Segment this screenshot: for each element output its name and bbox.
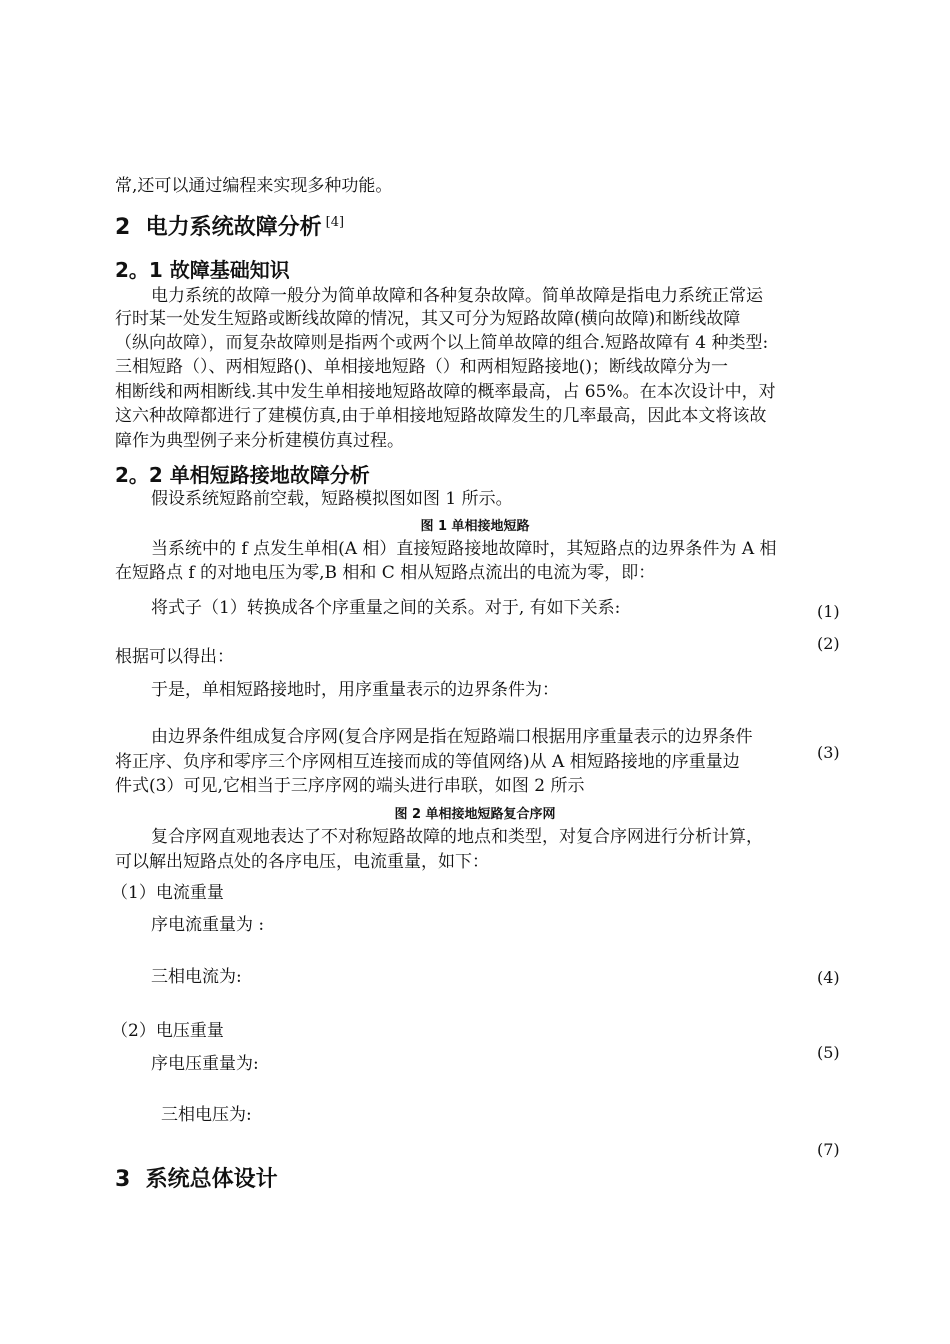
- subsection-heading-2-1: 2。1 故障基础知识: [115, 258, 290, 282]
- paragraph-line: （纵向故障），而复杂故障则是指两个或两个以上简单故障的组合.短路故障有 4 种类型:: [115, 333, 769, 353]
- paragraph-line: 假设系统短路前空载，短路模拟图如图 1 所示。: [151, 489, 513, 509]
- equation-number-4: (4): [817, 968, 840, 987]
- section-number: 2: [115, 215, 131, 240]
- paragraph-line: 由边界条件组成复合序网(复合序网是指在短路端口根据用序重量表示的边界条件: [151, 727, 753, 747]
- paragraph-line: 这六种故障都进行了建模仿真,由于单相接地短路故障发生的几率最高，因此本文将该故: [115, 406, 767, 426]
- paragraph-line: 可以解出短路点处的各序电压，电流重量，如下：: [115, 852, 489, 872]
- paragraph-line: 三相电压为:: [161, 1105, 252, 1125]
- equation-number-2: (2): [817, 634, 840, 653]
- paragraph-line: 三相短路（）、两相短路()、单相接地短路（）和两相短路接地()；断线故障分为一: [115, 357, 729, 377]
- section-number: 3: [115, 1167, 131, 1192]
- paragraph-line: 在短路点 f 的对地电压为零,B 相和 C 相从短路点流出的电流为零，即：: [115, 563, 656, 583]
- paragraph-line: 将式子（1）转换成各个序重量之间的关系。对于, 有如下关系:: [151, 598, 621, 618]
- paragraph-line: 相断线和两相断线.其中发生单相接地短路故障的概率最高，占 65%。在本次设计中，对: [115, 382, 776, 402]
- paragraph-line: 三相电流为:: [151, 967, 242, 987]
- equation-number-7: (7): [817, 1140, 840, 1159]
- paragraph-line: 常,还可以通过编程来实现多种功能。: [115, 176, 393, 196]
- paragraph-line: 将正序、负序和零序三个序网相互连接而成的等值网络)从 A 相短路接地的序重量边: [115, 752, 740, 772]
- equation-number-1: (1): [817, 602, 840, 621]
- equation-number-5: (5): [817, 1043, 840, 1062]
- subsection-heading-2-2: 2。2 单相短路接地故障分析: [115, 463, 370, 487]
- equation-number-3: (3): [817, 743, 840, 762]
- section-heading-2: [115, 210, 344, 241]
- section-title: 系统总体设计: [145, 1167, 278, 1192]
- list-item-current: （1）电流重量: [111, 883, 224, 903]
- section-heading-3: [115, 1162, 278, 1193]
- figure-1-caption: 图 1 单相接地短路: [420, 519, 530, 534]
- list-item-voltage: （2）电压重量: [111, 1021, 224, 1041]
- paragraph-line: 序电压重量为:: [151, 1054, 259, 1074]
- paragraph-line: 根据可以得出：: [115, 647, 234, 667]
- paragraph-line: 复合序网直观地表达了不对称短路故障的地点和类型，对复合序网进行分析计算，: [151, 827, 763, 847]
- paragraph-line: 障作为典型例子来分析建模仿真过程。: [115, 431, 404, 451]
- citation-ref: [4]: [325, 214, 345, 230]
- section-title: 电力系统故障分析: [145, 215, 322, 240]
- paragraph-line: 于是，单相短路接地时，用序重量表示的边界条件为：: [151, 680, 559, 700]
- paragraph-line: 当系统中的 f 点发生单相(A 相）直接短路接地故障时，其短路点的边界条件为 A 相: [151, 539, 777, 559]
- figure-2-caption: 图 2 单相接地短路复合序网: [394, 807, 556, 822]
- paragraph-line: 件式(3）可见,它相当于三序序网的端头进行串联，如图 2 所示: [115, 776, 585, 796]
- paragraph-line: 电力系统的故障一般分为简单故障和各种复杂故障。简单故障是指电力系统正常运: [151, 286, 763, 306]
- paragraph-line: 行时某一处发生短路或断线故障的情况，其又可分为短路故障(横向故障)和断线故障: [115, 309, 741, 329]
- paragraph-line: 序电流重量为 :: [151, 915, 265, 935]
